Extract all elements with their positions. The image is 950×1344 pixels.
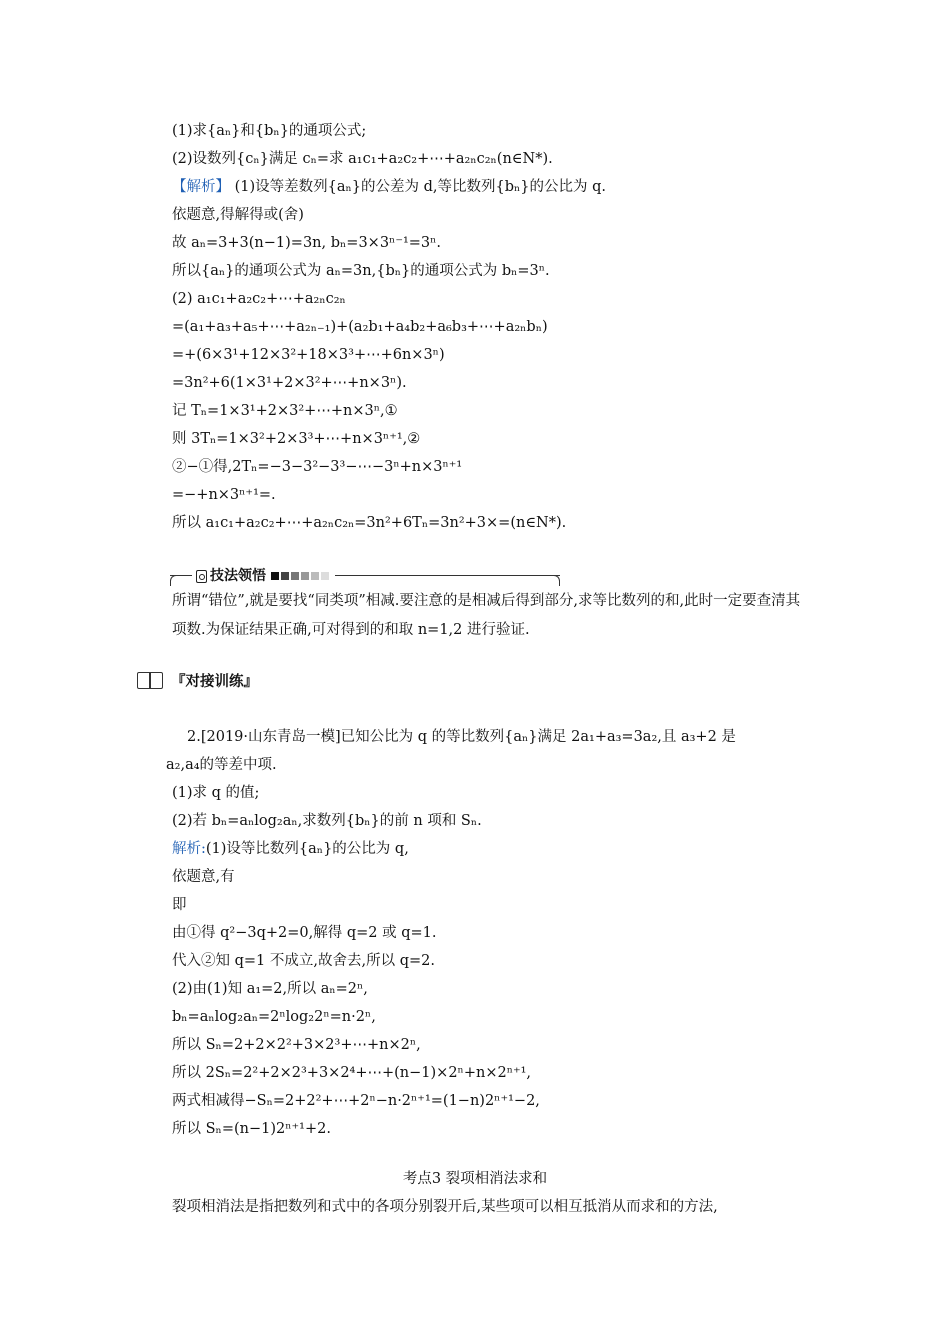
solution-line-7: =+(6×3¹+12×3²+18×3³+⋯+6n×3ⁿ)	[172, 347, 445, 363]
tip-square-icon	[311, 572, 319, 580]
problem-2-stem-1: 2.[2019·山东青岛一模]已知公比为 q 的等比数列{aₙ}满足 2a₁+a₃=3a₂,且 a₃+2 是	[187, 729, 736, 745]
problem-2-sol-1	[172, 838, 409, 860]
problem-2-sol-tag: 解析:	[172, 841, 206, 857]
question-1: (1)求{aₙ}和{bₙ}的通项公式;	[172, 123, 367, 139]
solution-line-12: =−+n×3ⁿ⁺¹=.	[172, 487, 276, 503]
tip-square-icon	[321, 572, 329, 580]
solution-line-3: 故 aₙ=3+3(n−1)=3n, bₙ=3×3ⁿ⁻¹=3ⁿ.	[172, 235, 442, 251]
problem-2-sol-3: 即	[172, 897, 187, 913]
tip-square-icon	[301, 572, 309, 580]
tip-text: 所谓“错位”,就是要找“同类项”相减.要注意的是相减后得到部分,求等比数列的和,此时一定要查清其项数.为保证结果正确,可对得到的和取 n=1,2 进行验证.	[172, 593, 801, 638]
tip-square-icon	[281, 572, 289, 580]
tip-header	[170, 566, 560, 586]
tip-square-icon	[291, 572, 299, 580]
problem-2-q1: (1)求 q 的值;	[172, 785, 260, 801]
problem-2-sol-4: 由①得 q²−3q+2=0,解得 q=2 或 q=1.	[172, 925, 437, 941]
problem-2-sol-10: 两式相减得−Sₙ=2+2²+⋯+2ⁿ−n·2ⁿ⁺¹=(1−n)2ⁿ⁺¹−2,	[172, 1093, 540, 1109]
solution-line-9: 记 Tₙ=1×3¹+2×3²+⋯+n×3ⁿ,①	[172, 403, 398, 419]
solution-line-11: ②−①得,2Tₙ=−3−3²−3³−⋯−3ⁿ+n×3ⁿ⁺¹	[172, 459, 463, 475]
lightbulb-card-icon	[196, 570, 207, 583]
problem-2-sol-9: 所以 2Sₙ=2²+2×2³+3×2⁴+⋯+(n−1)×2ⁿ+n×2ⁿ⁺¹,	[172, 1065, 532, 1081]
question-2: (2)设数列{cₙ}满足 cₙ=求 a₁c₁+a₂c₂+⋯+a₂ₙc₂ₙ(n∈N*).	[172, 151, 553, 167]
problem-2-sol-6: (2)由(1)知 a₁=2,所以 aₙ=2ⁿ,	[172, 981, 368, 997]
solution-line-1	[172, 176, 606, 198]
solution-line-5: (2) a₁c₁+a₂c₂+⋯+a₂ₙc₂ₙ	[172, 291, 346, 307]
tip-square-icon	[271, 572, 279, 580]
solution-line-8: =3n²+6(1×3¹+2×3²+⋯+n×3ⁿ).	[172, 375, 407, 391]
problem-2-sol-text-1: (1)设等比数列{aₙ}的公比为 q,	[205, 841, 409, 857]
training-header	[137, 670, 258, 691]
solution-line-10: 则 3Tₙ=1×3²+2×3³+⋯+n×3ⁿ⁺¹,②	[172, 431, 421, 447]
tip-label	[192, 566, 335, 586]
training-heading: 『对接训练』	[171, 674, 258, 690]
section-3-title: 考点3 裂项相消法求和	[402, 1171, 548, 1187]
book-icon	[137, 672, 163, 690]
solution-line-6: =(a₁+a₃+a₅+⋯+a₂ₙ₋₁)+(a₂b₁+a₄b₂+a₆b₃+⋯+a₂ₙbₙ)	[172, 319, 548, 335]
problem-2-sol-8: 所以 Sₙ=2+2×2²+3×2³+⋯+n×2ⁿ,	[172, 1037, 421, 1053]
problem-2-q2: (2)若 bₙ=aₙlog₂aₙ,求数列{bₙ}的前 n 项和 Sₙ.	[172, 813, 482, 829]
solution-line-13: 所以 a₁c₁+a₂c₂+⋯+a₂ₙc₂ₙ=3n²+6Tₙ=3n²+3×=(n∈N*).	[172, 515, 567, 531]
solution-tag: 【解析】	[172, 179, 230, 195]
problem-2-sol-2: 依题意,有	[172, 869, 235, 885]
problem-2-sol-7: bₙ=aₙlog₂aₙ=2ⁿlog₂2ⁿ=n·2ⁿ,	[172, 1009, 376, 1025]
problem-2-sol-5: 代入②知 q=1 不成立,故舍去,所以 q=2.	[172, 953, 435, 969]
problem-2-stem-2: a₂,a₄的等差中项.	[166, 757, 277, 773]
section-3-intro: 裂项相消法是指把数列和式中的各项分别裂开后,某些项可以相互抵消从而求和的方法,	[172, 1199, 718, 1215]
solution-line-2: 依题意,得解得或(舍)	[172, 207, 304, 223]
tip-title: 技法领悟	[210, 568, 266, 584]
tip-squares	[269, 566, 329, 586]
solution-line-4: 所以{aₙ}的通项公式为 aₙ=3n,{bₙ}的通项公式为 bₙ=3ⁿ.	[172, 263, 550, 279]
problem-2-sol-11: 所以 Sₙ=(n−1)2ⁿ⁺¹+2.	[172, 1121, 331, 1137]
solution-text-1: (1)设等差数列{aₙ}的公差为 d,等比数列{bₙ}的公比为 q.	[230, 179, 607, 195]
